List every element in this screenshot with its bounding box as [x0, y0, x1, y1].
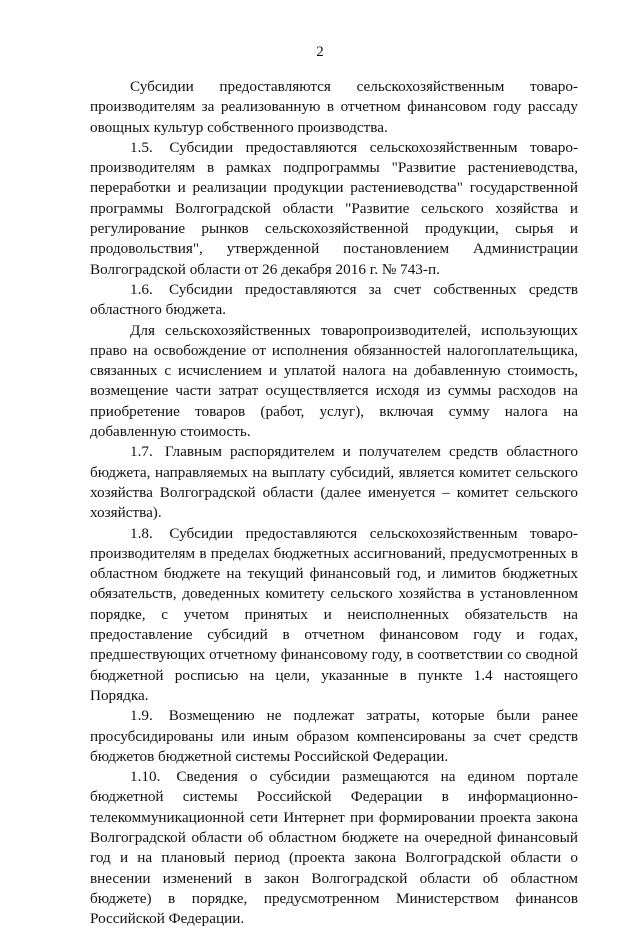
paragraph-number: 1.10. [130, 768, 161, 786]
paragraph-number: 1.8. [130, 524, 153, 542]
paragraph-1-5 [90, 138, 578, 280]
paragraph-intro [90, 77, 578, 138]
paragraph-1-8 [90, 524, 578, 707]
paragraph-text: Возмещению не подлежат затраты, которые были ранее просубсидированы или иным образом компенсированы за счет средств бюджетов бюджетной системы Российской Федерации. [90, 707, 578, 765]
paragraph-text: Субсидии предоставляются сельскохозяйственным товаро-производителям в рамках подпрограммы "Развитие растениеводства, переработки и реализации продукции растениеводства" государственной программы Волгоградской области "Развитие сельского хозяйства и регулирование рынков сельскохозяйственной продукции, сырья и продовольствия", утвержденной постановлением Администрации Волгоградской области от 26 декабря 2016 г. № 743-п. [90, 138, 579, 278]
paragraph-text: Для сельскохозяйственных товаропроизводителей, использующих право на освобождение от исполнения обязанностей налогоплательщика, связанных с исчислением и уплатой налога на добавленную стоимость, возмещение части затрат осуществляется исходя из суммы расходов на приобретение товаров (работ, услуг), включая сумму налога на добавленную стоимость. [90, 321, 578, 441]
paragraph-1-9 [90, 706, 578, 767]
page-number: 2 [316, 44, 324, 60]
paragraph-1-7 [90, 442, 578, 523]
paragraph-number: 1.6. [130, 280, 153, 298]
paragraph-text: Главным распорядителем и получателем средств областного бюджета, направляемых на выплату субсидий, является комитет сельского хозяйства Волгоградской области (далее именуется – комитет сельского хозяйства). [90, 443, 579, 522]
paragraph-text: Сведения о субсидии размещаются на едином портале бюджетной системы Российской Федерации в информационно-телекоммуникационной сети Интернет при формировании проекта закона Волгоградской области об областном бюджете на очередной финансовый год и на плановый период (проекта закона Волгоградской области о внесении изменений в закон Волгоградской области об областном бюджете) в порядке, предусмотренном Министерством финансов Российской Федерации. [90, 768, 579, 928]
paragraph-text: Субсидии предоставляются сельскохозяйственным товаро-производителям в пределах бюджетных ассигнований, предусмотренных в областном бюджете на текущий финансовый год, и лимитов бюджетных обязательств, доведенных комитету сельского хозяйства в установленном порядке, с учетом принятых и неисполненных обязательств на предоставление субсидий в отчетном финансовом году и годах, предшествующих отчетному финансовому году, в соответствии со сводной бюджетной росписью на цели, указанные в пункте 1.4 настоящего Порядка. [90, 524, 579, 704]
paragraph-number: 1.7. [130, 443, 153, 461]
paragraph-text: Субсидии предоставляются сельскохозяйственным товаро-производителям за реализованную в отчетном финансовом году рассаду овощных культур собственного производства. [90, 78, 578, 136]
paragraph-1-6-sub [90, 321, 578, 443]
paragraph-number: 1.5. [130, 138, 153, 156]
paragraph-text: Субсидии предоставляются за счет собственных средств областного бюджета. [90, 280, 579, 319]
paragraph-number: 1.9. [130, 707, 153, 725]
paragraph-1-6 [90, 280, 578, 321]
document-body [90, 77, 578, 929]
